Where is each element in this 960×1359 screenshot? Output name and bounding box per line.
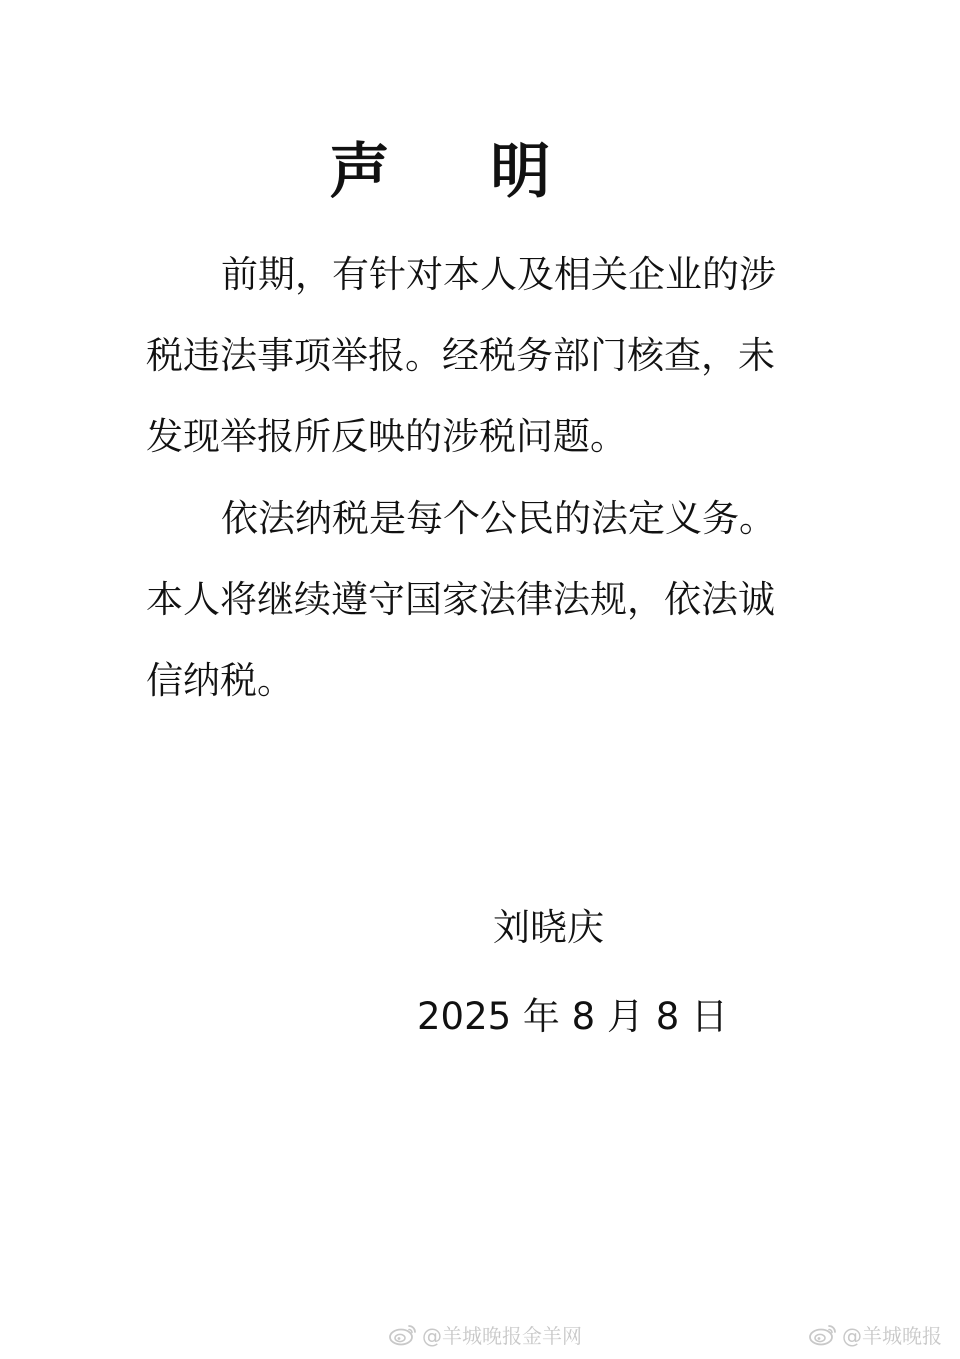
watermark-left-text: @羊城晚报金羊网: [422, 1323, 582, 1348]
paragraph-1: [146, 234, 812, 477]
watermark-right-text: @羊城晚报: [842, 1323, 942, 1348]
page-title: 声 明: [329, 137, 591, 207]
paragraph-2-line-3: 信纳税。: [146, 659, 294, 702]
weibo-icon: [808, 1322, 838, 1346]
signature: 刘晓庆: [493, 906, 604, 949]
paragraph-2-line-2: 本人将继续遵守国家法律法规，依法诚: [146, 578, 775, 621]
paragraph-1-line-1: 前期，有针对本人及相关企业的涉: [221, 253, 776, 296]
paragraph-1-line-3: 发现举报所反映的涉税问题。: [146, 415, 627, 458]
date: 2025 年 8 月 8 日: [417, 995, 729, 1038]
paragraph-2: [146, 478, 812, 721]
watermark-left: [388, 1318, 582, 1350]
paragraph-2-line-1: 依法纳税是每个公民的法定义务。: [221, 497, 776, 540]
watermark-right: [808, 1318, 942, 1350]
paragraph-1-line-2: 税违法事项举报。经税务部门核查，未: [146, 334, 775, 377]
weibo-icon: [388, 1322, 418, 1346]
